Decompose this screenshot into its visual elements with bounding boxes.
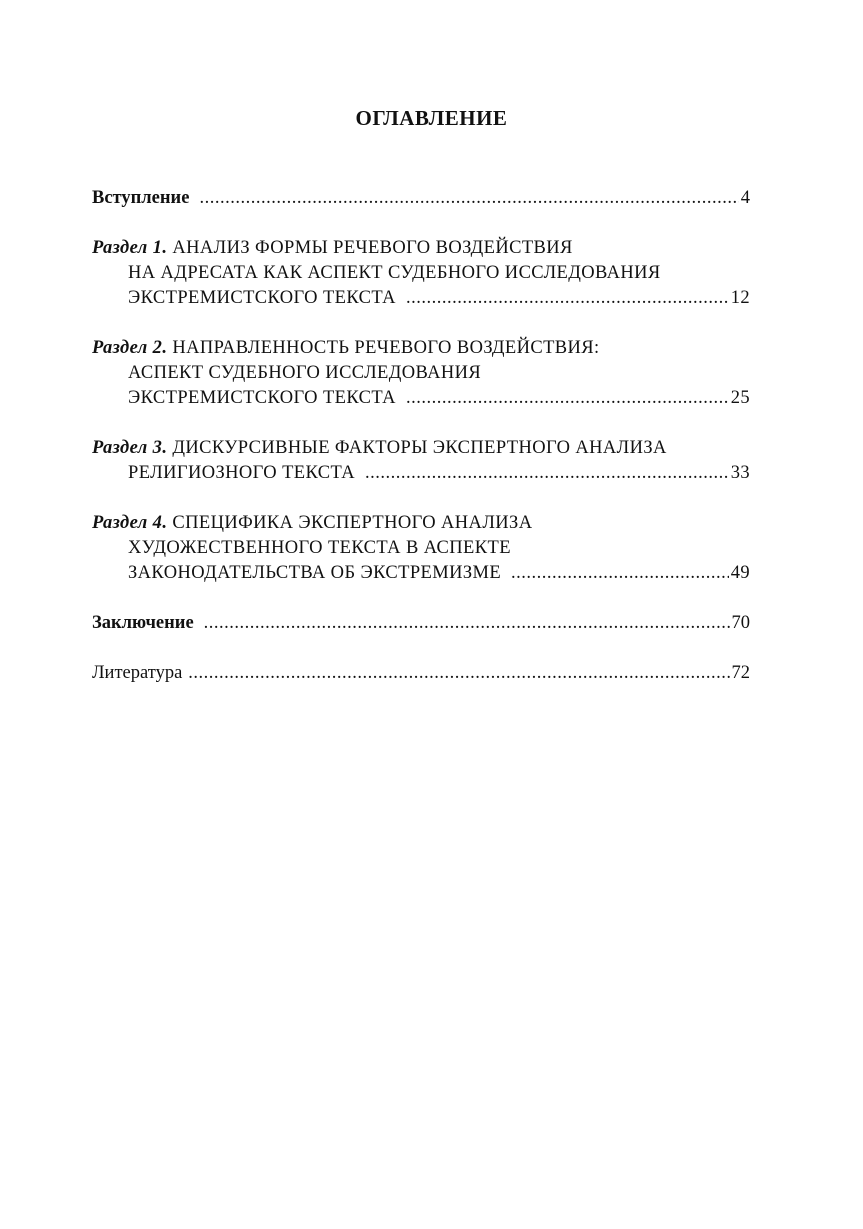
toc-line bbox=[92, 386, 750, 411]
dot-leader bbox=[406, 386, 729, 411]
section-label: Раздел 3. bbox=[92, 438, 168, 458]
toc-line bbox=[92, 336, 750, 361]
section-title-line: НА АДРЕСАТА КАК АСПЕКТ СУДЕБНОГО ИССЛЕДОВАНИЯ bbox=[128, 263, 661, 283]
section-title-line: РЕЛИГИОЗНОГО ТЕКСТА bbox=[128, 463, 356, 483]
toc-line bbox=[92, 536, 750, 561]
section-title-line: СПЕЦИФИКА ЭКСПЕРТНОГО АНАЛИЗА bbox=[172, 513, 533, 533]
section-label: Раздел 4. bbox=[92, 513, 168, 533]
toc-line bbox=[92, 511, 750, 536]
toc-page-number: 72 bbox=[731, 663, 750, 683]
toc-entry-section-2[interactable] bbox=[92, 336, 750, 411]
toc-entry-section-1[interactable] bbox=[92, 236, 750, 311]
toc-entry-title: Заключение bbox=[92, 613, 194, 633]
toc-entry-title: Литература bbox=[92, 663, 183, 683]
toc-page-number: 70 bbox=[731, 613, 750, 633]
toc-line bbox=[92, 661, 750, 686]
toc-line bbox=[92, 236, 750, 261]
section-title-line: АНАЛИЗ ФОРМЫ РЕЧЕВОГО ВОЗДЕЙСТВИЯ bbox=[172, 238, 573, 258]
toc-page-number: 12 bbox=[730, 288, 750, 308]
section-title-line: ЭКСТРЕМИСТСКОГО ТЕКСТА bbox=[128, 288, 396, 308]
section-title-line: ХУДОЖЕСТВЕННОГО ТЕКСТА В АСПЕКТЕ bbox=[128, 538, 511, 558]
toc-page-number: 25 bbox=[730, 388, 750, 408]
toc-line bbox=[92, 286, 750, 311]
dot-leader bbox=[199, 186, 738, 211]
toc-page-number: 4 bbox=[740, 188, 750, 208]
table-of-contents bbox=[92, 186, 750, 711]
section-label: Раздел 2. bbox=[92, 338, 168, 358]
dot-leader bbox=[188, 661, 729, 686]
toc-page-number: 49 bbox=[730, 563, 750, 583]
toc-entry-literature[interactable] bbox=[92, 661, 750, 686]
section-title-line: АСПЕКТ СУДЕБНОГО ИССЛЕДОВАНИЯ bbox=[128, 363, 482, 383]
dot-leader bbox=[511, 561, 729, 586]
dot-leader bbox=[204, 611, 730, 636]
toc-line bbox=[92, 436, 750, 461]
toc-line bbox=[92, 361, 750, 386]
toc-line bbox=[92, 561, 750, 586]
dot-leader bbox=[406, 286, 729, 311]
section-title-line: ЗАКОНОДАТЕЛЬСТВА ОБ ЭКСТРЕМИЗМЕ bbox=[128, 563, 502, 583]
dot-leader bbox=[365, 461, 729, 486]
section-label: Раздел 1. bbox=[92, 238, 168, 258]
section-title-line: ЭКСТРЕМИСТСКОГО ТЕКСТА bbox=[128, 388, 396, 408]
section-title-line: НАПРАВЛЕННОСТЬ РЕЧЕВОГО ВОЗДЕЙСТВИЯ: bbox=[172, 338, 600, 358]
toc-page-number: 33 bbox=[730, 463, 750, 483]
toc-line bbox=[92, 261, 750, 286]
page-title: ОГЛАВЛЕНИЕ bbox=[355, 106, 508, 130]
section-title-line: ДИСКУРСИВНЫЕ ФАКТОРЫ ЭКСПЕРТНОГО АНАЛИЗА bbox=[172, 438, 667, 458]
toc-line bbox=[92, 186, 750, 211]
toc-entry-conclusion[interactable] bbox=[92, 611, 750, 636]
toc-entry-section-3[interactable] bbox=[92, 436, 750, 486]
toc-line bbox=[92, 461, 750, 486]
toc-entry-introduction[interactable] bbox=[92, 186, 750, 211]
toc-line bbox=[92, 611, 750, 636]
toc-entry-title: Вступление bbox=[92, 188, 190, 208]
toc-entry-section-4[interactable] bbox=[92, 511, 750, 586]
